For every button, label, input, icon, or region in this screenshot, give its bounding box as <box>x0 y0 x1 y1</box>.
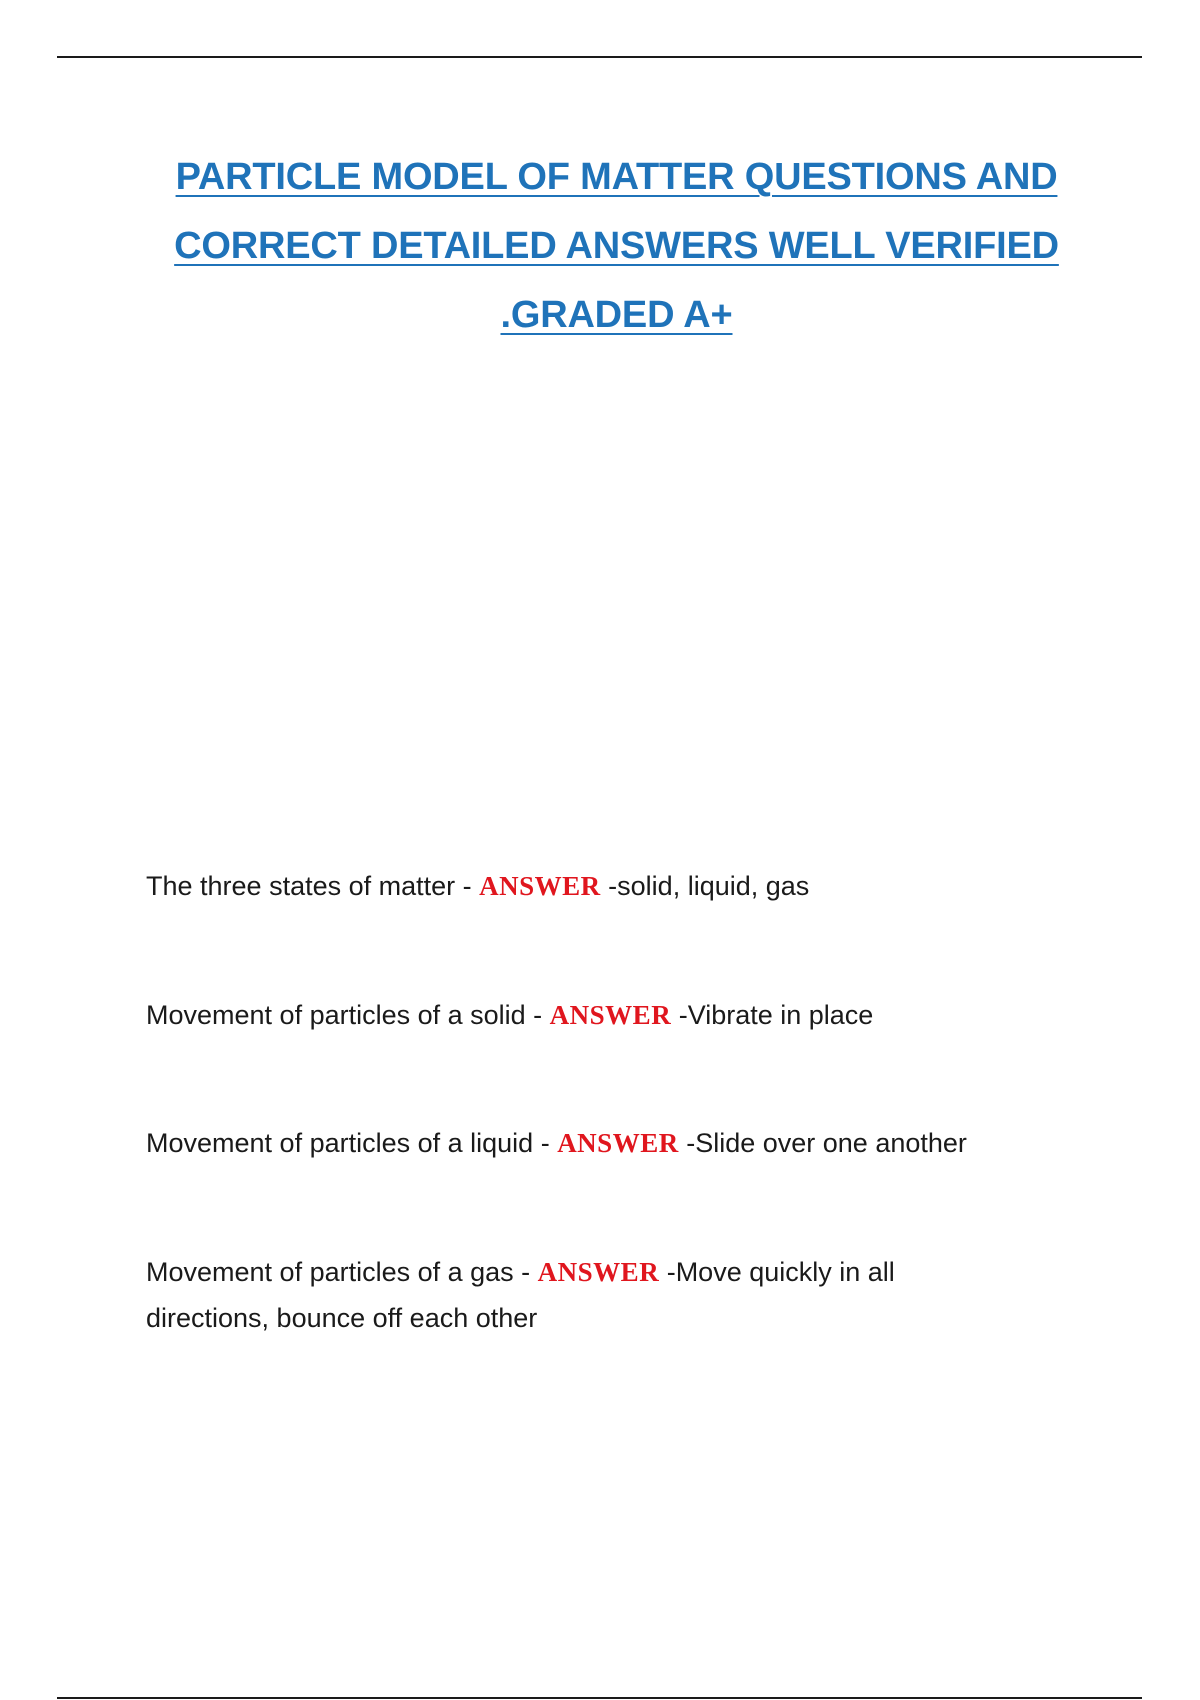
document-title-text: PARTICLE MODEL OF MATTER QUESTIONS AND CORRECT DETAILED ANSWERS WELL VERIFIED .GRADED A+ <box>174 156 1059 336</box>
answer-label: ANSWER <box>549 1000 672 1030</box>
header-rule <box>57 56 1142 58</box>
footer-rule <box>57 1697 1142 1699</box>
qa-item-1 <box>146 863 1076 909</box>
qa-item-2 <box>146 992 1076 1038</box>
question-text: Movement of particles of a gas - <box>146 1257 538 1287</box>
question-text: Movement of particles of a solid - <box>146 1000 550 1030</box>
qa-item-4 <box>146 1249 986 1341</box>
answer-label: ANSWER <box>537 1257 660 1287</box>
qa-item-3 <box>146 1120 1076 1166</box>
answer-text: -Vibrate in place <box>671 1000 874 1030</box>
answer-label: ANSWER <box>479 871 601 901</box>
question-text: The three states of matter - <box>146 871 480 901</box>
answer-label: ANSWER <box>557 1128 679 1158</box>
question-text: Movement of particles of a liquid - <box>146 1128 558 1158</box>
answer-text: -Slide over one another <box>678 1128 967 1158</box>
answer-text: -solid, liquid, gas <box>600 871 810 901</box>
document-title <box>100 143 1133 350</box>
answer-text: -Move quickly in all directions, bounce off each other <box>146 1257 895 1333</box>
